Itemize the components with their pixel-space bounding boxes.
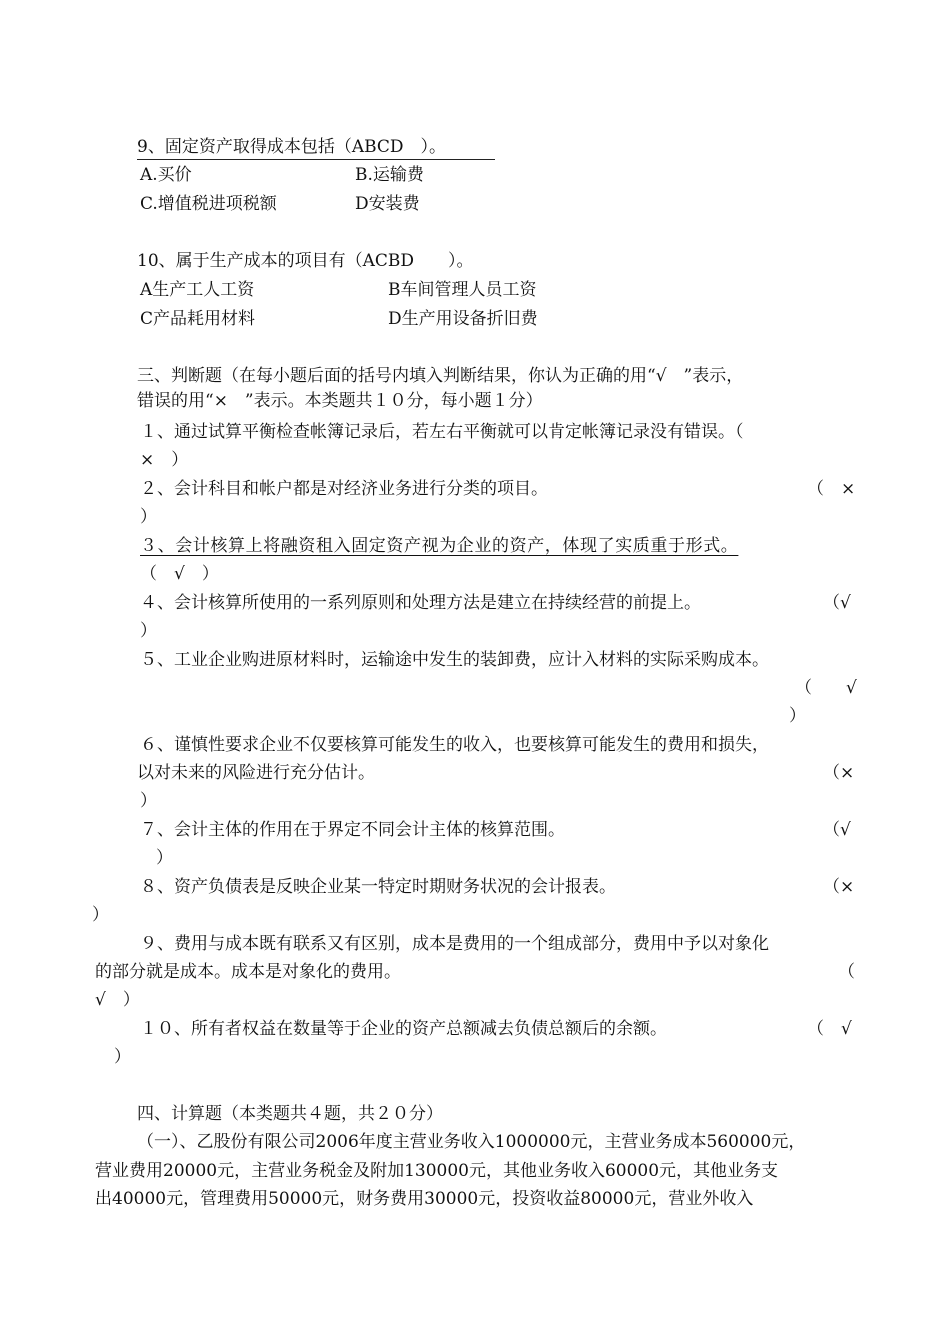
section4-paragraph-line-3: 出40000元，管理费用50000元，财务费用30000元，投资收益80000元，营业外收入 (95, 1189, 754, 1209)
judge-item-3-answer: （ √ ） (140, 564, 219, 584)
q10-option-b: B车间管理人员工资 (388, 280, 537, 300)
section3-heading-cont: 错误的用“× ”表示。本类题共１０分，每小题１分） (137, 391, 543, 411)
judge-item-8-close: ） (92, 905, 109, 925)
judge-item-10: １０、所有者权益在数量等于企业的资产总额减去负债总额后的余额。 (140, 1019, 667, 1039)
judge-item-2-close: ） (140, 507, 157, 527)
section4-heading: 四、计算题（本类题共４题，共２０分） (137, 1104, 443, 1124)
judge-item-5: ５、工业企业购进原材料时，运输途中发生的装卸费，应计入材料的实际采购成本。 (140, 650, 769, 670)
q9-option-b: B.运输费 (355, 165, 424, 185)
judge-item-9-close: √ ） (95, 990, 140, 1010)
judge-item-4-answer: （√ (823, 593, 851, 613)
judge-item-7-answer: （√ (823, 820, 851, 840)
judge-item-4-close: ） (140, 621, 157, 641)
q10-option-c: C产品耗用材料 (140, 309, 256, 329)
section3-heading: 三、判断题（在每小题后面的括号内填入判断结果，你认为正确的用“√ ”表示， (137, 366, 744, 386)
judge-item-9-cont: 的部分就是成本。成本是对象化的费用。 (95, 962, 401, 982)
q10-option-d: D生产用设备折旧费 (388, 309, 538, 329)
judge-item-7: ７、会计主体的作用在于界定不同会计主体的核算范围。 (140, 820, 565, 840)
judge-item-6: ６、谨慎性要求企业不仅要核算可能发生的收入，也要核算可能发生的费用和损失， (140, 735, 769, 755)
q9-title: 9、固定资产取得成本包括（ABCD ）。 (137, 136, 495, 160)
judge-item-2-answer: （ × (807, 479, 856, 499)
judge-item-7-close: ） (156, 848, 173, 868)
judge-item-8-answer: （× (823, 877, 855, 897)
judge-item-1-answer: × ） (140, 450, 189, 470)
q9-option-a: A.买价 (140, 165, 192, 185)
q9-option-d: D安装费 (355, 194, 420, 214)
judge-item-9: ９、费用与成本既有联系又有区别，成本是费用的一个组成部分，费用中予以对象化 (140, 934, 769, 954)
judge-item-8: ８、资产负债表是反映企业某一特定时期财务状况的会计报表。 (140, 877, 616, 897)
q9-option-c: C.增值税进项税额 (140, 194, 277, 214)
judge-item-5-answer: （ √ (795, 678, 857, 698)
judge-item-6-cont: 以对未来的风险进行充分估计。 (137, 763, 375, 783)
judge-item-1: １、通过试算平衡检查帐簿记录后，若左右平衡就可以肯定帐簿记录没有错误。（ (140, 422, 744, 442)
judge-item-10-close: ） (114, 1047, 131, 1067)
judge-item-4: ４、会计核算所使用的一系列原则和处理方法是建立在持续经营的前提上。 (140, 593, 701, 613)
q10-option-a: A生产工人工资 (140, 280, 255, 300)
q10-title: 10、属于生产成本的项目有（ACBD ）。 (137, 251, 474, 271)
section4-paragraph-line-1: （一）、乙股份有限公司2006年度主营业务收入1000000元，主营业务成本560000元， (137, 1132, 806, 1152)
judge-item-6-close: ） (140, 791, 157, 811)
judge-item-6-answer: （× (823, 763, 855, 783)
judge-item-10-answer: （ √ (807, 1019, 852, 1039)
judge-item-5-close: ） (789, 706, 806, 726)
judge-item-3: ３、会计核算上将融资租入固定资产视为企业的资产，体现了实质重于形式。 (140, 536, 739, 556)
judge-item-9-answer: （ (838, 962, 855, 982)
section4-paragraph-line-2: 营业费用20000元，主营业务税金及附加130000元，其他业务收入60000元，其他业务支 (95, 1161, 779, 1181)
judge-item-2: ２、会计科目和帐户都是对经济业务进行分类的项目。 (140, 479, 548, 499)
